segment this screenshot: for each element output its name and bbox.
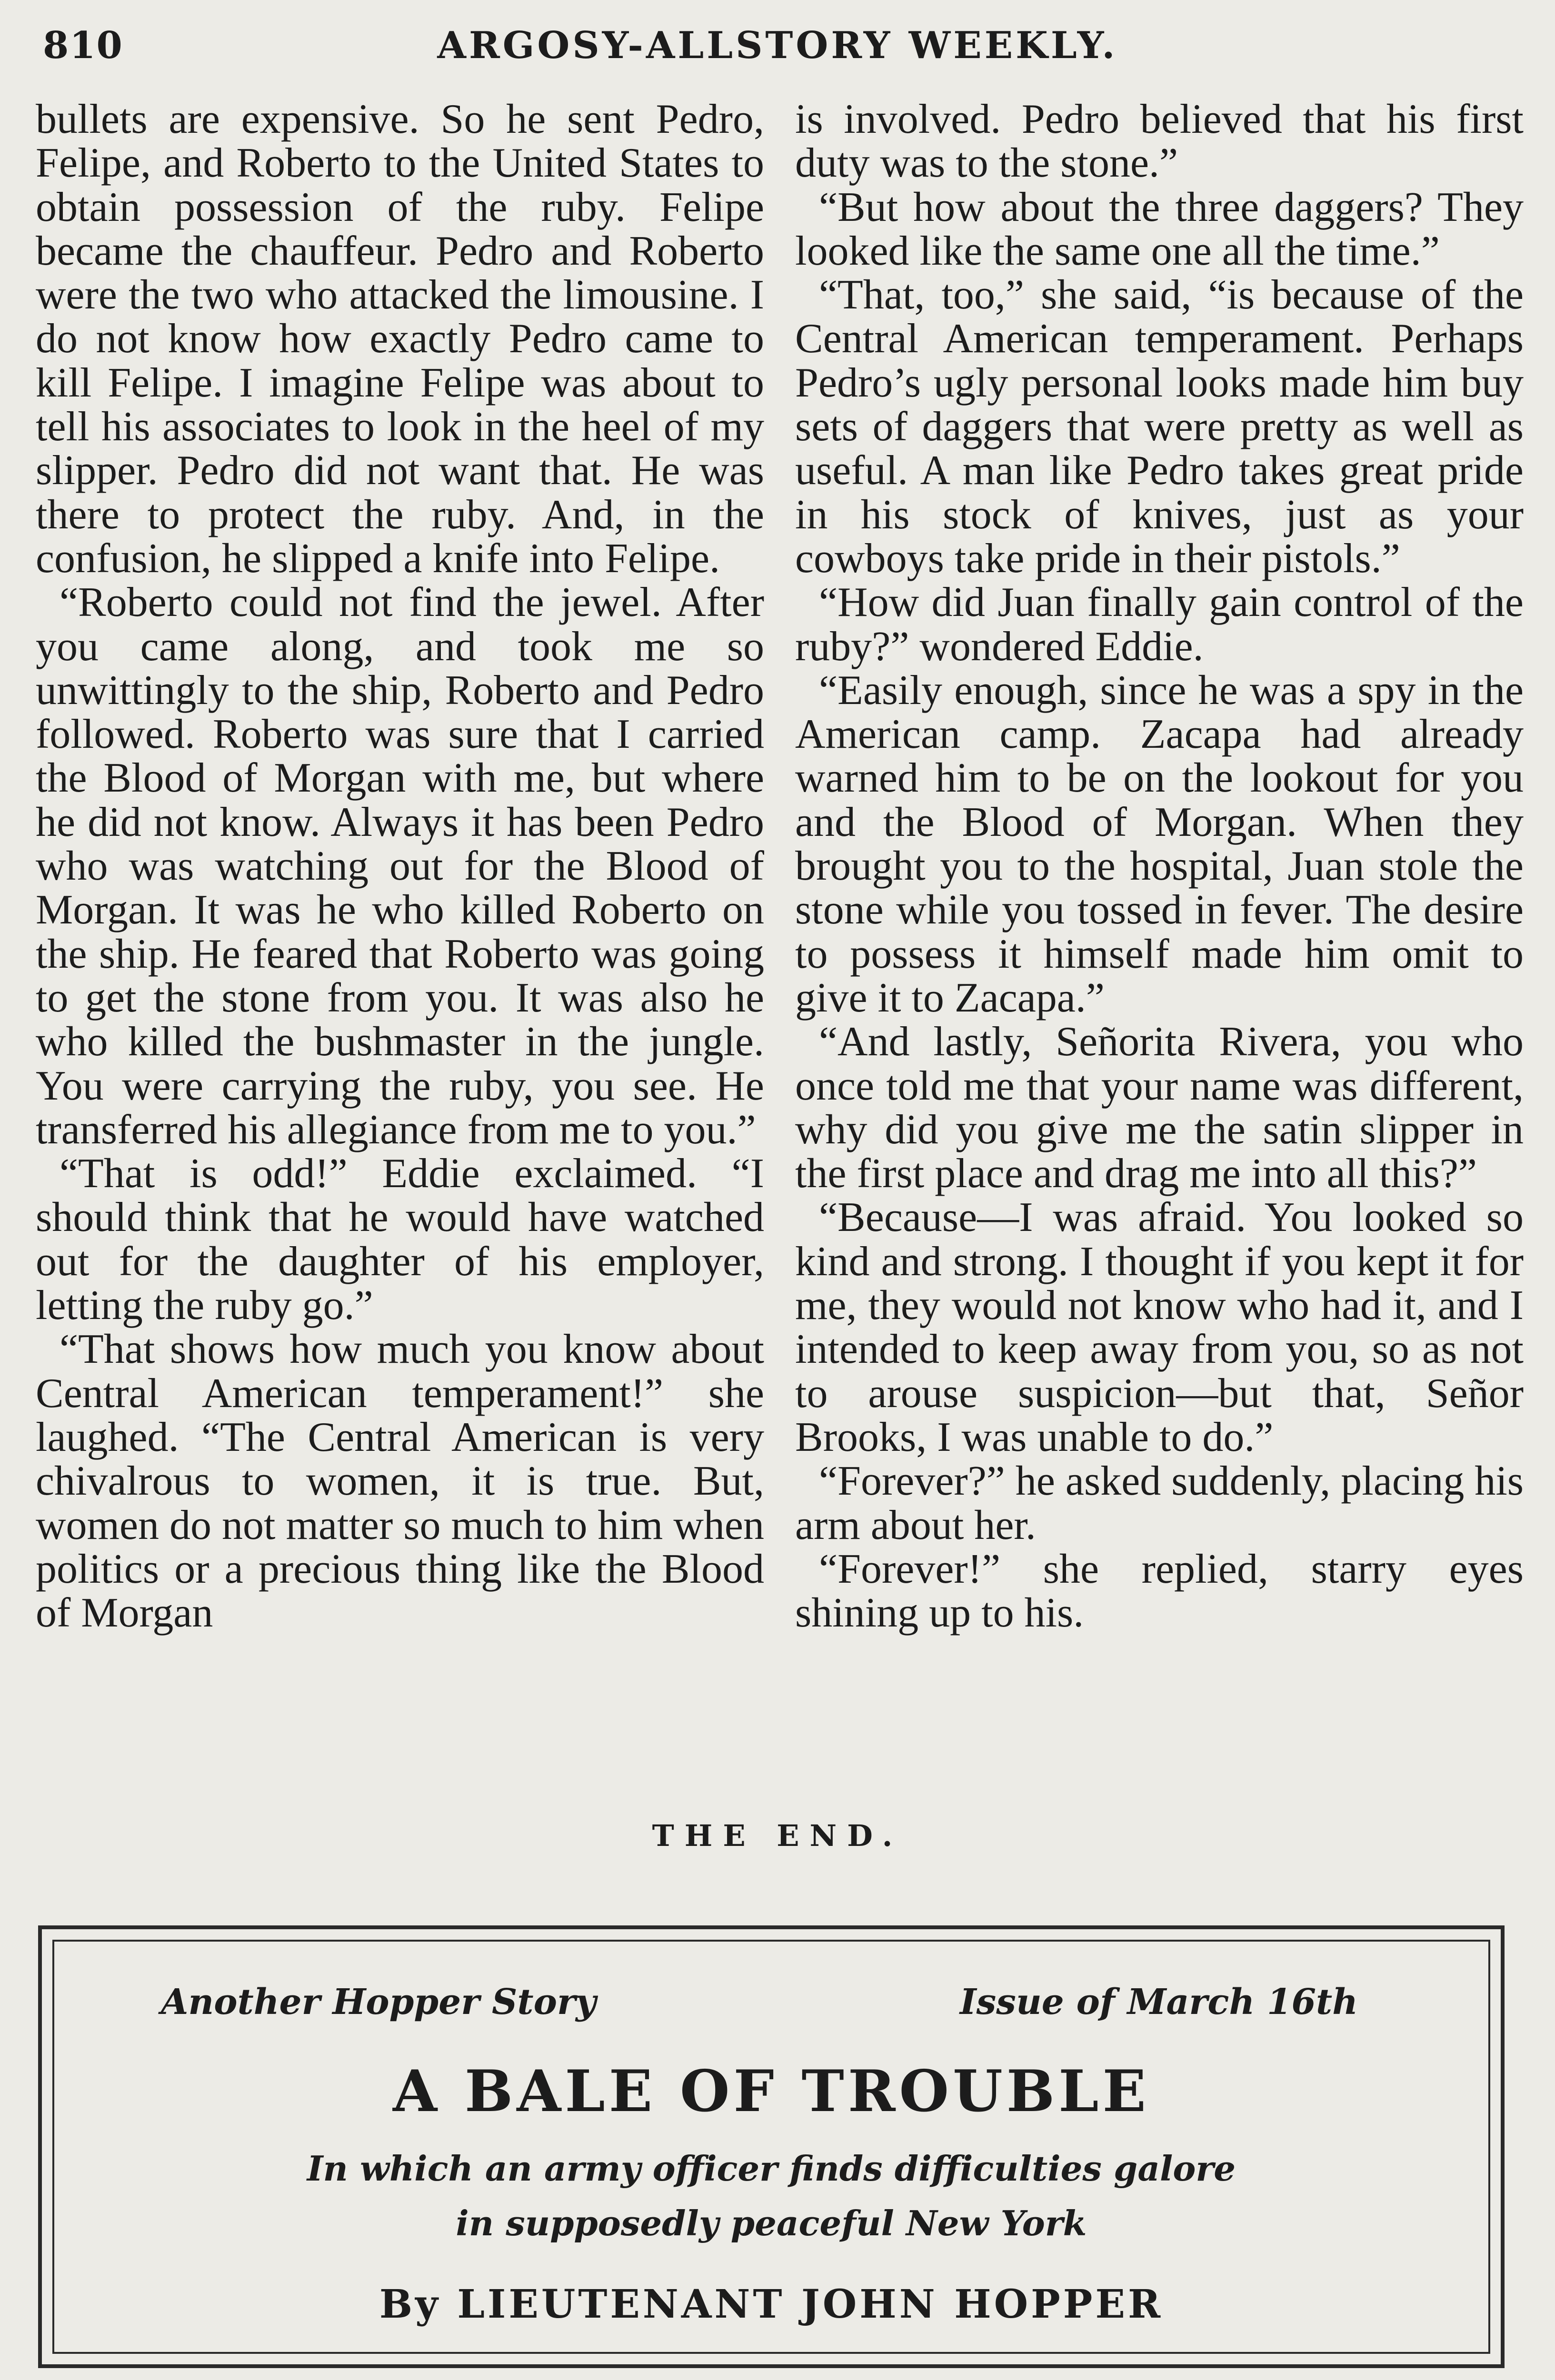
paragraph: “Easily enough, since he was a spy in the American camp. Zacapa had already warned him to be on the lookout for you and the Blood of Morgan. When they brought you to the hospital, Juan stole the stone while you tossed in fever. The desire to possess it himself made him omit to give it to Zacapa.” [795,667,1524,1021]
paragraph: “Roberto could not find the jewel. After you came along, and took me so unwittingly to the ship, Roberto and Pedro followed. Roberto was sure that I carried the Blood of Morgan with me, but where he did not know. Always it has been Pedro who was watching out for the Blood of Morgan. It was he who killed Roberto on the ship. He feared that Roberto was going to get the stone from you. It was also he who killed the bushmaster in the jungle. You were carrying the ruby, you see. He transferred his allegiance from me to you.” [36,579,764,1153]
paragraph: “Because—I was afraid. You looked so kind and strong. I thought if you kept it for me, they would not know who had it, and I intended to keep away from you, so as not to arouse suspicion—but that, Señor Brooks, I was unable to do.” [795,1194,1524,1460]
paragraph: “But how about the three daggers? They looked like the same one all the time.” [795,184,1524,274]
paragraph: “That is odd!” Eddie exclaimed. “I should think that he would have watched out for the daughter of his employer, letting the ruby go.” [36,1150,764,1329]
the-end-marker: THE END. [652,1818,903,1853]
paragraph: “And lastly, Señorita Rivera, you who once told me that your name was different, why did you give me the satin slipper in the first place and drag me into all this?” [795,1019,1524,1197]
paragraph: “Forever?” he asked suddenly, placing his arm about her. [795,1458,1524,1548]
ad-tagline-line-2: in supposedly peaceful New York [456,2203,1087,2243]
paragraph: bullets are expensive. So he sent Pedro, Felipe, and Roberto to the United States to obtain possession of the ruby. Felipe became the chauffeur. Pedro and Roberto were the two who attacked the limousine. I do not know how exactly Pedro came to kill Felipe. I imagine Felipe was about to tell his associates to look in the heel of my slipper. Pedro did not want that. He was there to protect the ruby. And, in the confusion, he slipped a knife into Felipe. [36,96,764,582]
page-number: 810 [43,24,123,67]
paragraph: is involved. Pedro believed that his first duty was to the stone.” [795,96,1524,187]
paragraph: “That, too,” she said, “is because of the Central American temperament. Perhaps Pedro’s ugly personal looks made him buy sets of daggers that were pretty as well as useful. A man like Pedro takes great pride in his stock of knives, just as your cowboys take pride in their pistols.” [795,272,1524,582]
ad-tagline-line-1: In which an army officer finds difficulties galore [307,2148,1236,2189]
ad-issue-date: Issue of March 16th [960,1982,1358,2023]
ad-byline: By LIEUTENANT JOHN HOPPER [379,2281,1164,2327]
ad-story-title: A BALE OF TROUBLE [392,2058,1150,2125]
magazine-title: ARGOSY-ALLSTORY WEEKLY. [437,24,1118,67]
page-header [29,10,1526,81]
left-column [36,98,764,1635]
paragraph: “How did Juan finally gain control of the ruby?” wondered Eddie. [795,579,1524,670]
right-column [795,98,1524,1635]
paragraph: “That shows how much you know about Central American temperament!” she laughed. “The Central American is very chivalrous to women, it is true. But, women do not matter so much to him when politics or a precious thing like the Blood of Morgan [36,1326,764,1636]
paragraph: “Forever!” she replied, starry eyes shining up to his. [795,1546,1524,1636]
ad-series-label: Another Hopper Story [161,1982,596,2023]
advertisement-box [38,1925,1505,2368]
